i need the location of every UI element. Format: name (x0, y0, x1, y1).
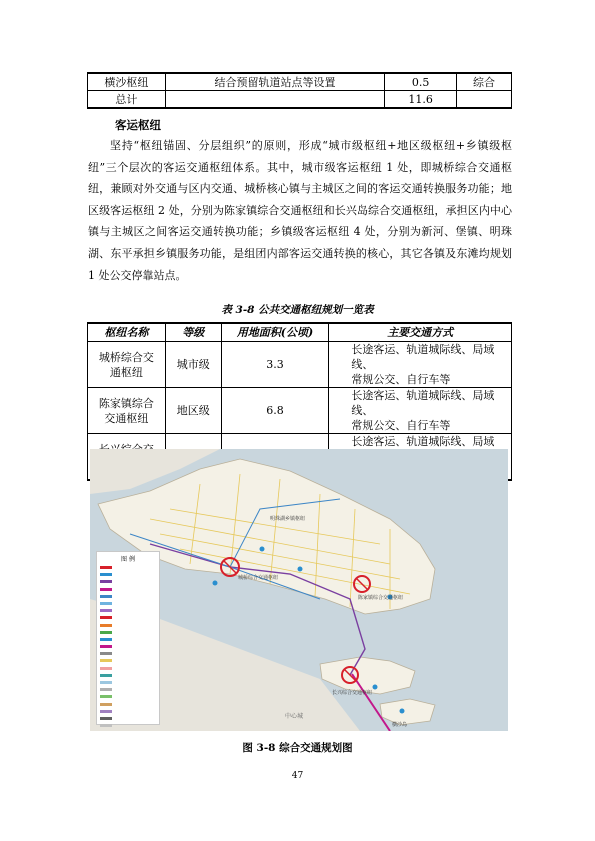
legend-swatch (100, 579, 159, 586)
legend-swatch (100, 637, 159, 644)
cell-name (88, 388, 166, 434)
label-chenjia: 陈家镇综合交通枢纽 (358, 595, 404, 601)
cell-level: 城市级 (165, 342, 221, 388)
cell-area: 6.8 (221, 388, 329, 434)
legend-swatch (100, 601, 159, 608)
legend-swatch (100, 644, 159, 651)
cell-name: 总计 (88, 91, 166, 109)
label-center: 中心城 (285, 713, 304, 720)
table-row-total (88, 91, 512, 109)
cell-name (88, 342, 166, 388)
legend-swatch (100, 587, 159, 594)
legend-swatch (100, 687, 159, 694)
header-level: 等级 (165, 323, 221, 342)
legend-swatch (100, 572, 159, 579)
legend-swatch (100, 630, 159, 637)
table-row (88, 342, 512, 388)
legend-swatches (100, 565, 159, 730)
table-caption: 表 3-8 公共交通枢纽规划一览表 (221, 304, 374, 316)
figure-caption: 图 3-8 综合交通规划图 (242, 742, 353, 754)
cell-desc (165, 91, 384, 109)
map-legend (96, 551, 160, 725)
legend-swatch (100, 694, 159, 701)
legend-swatch (100, 608, 159, 615)
continued-table (87, 72, 512, 109)
label-hengsha: 横沙岛 (392, 722, 408, 728)
legend-swatch (100, 623, 159, 630)
label-chengqiao: 城桥综合交通枢纽 (238, 575, 279, 581)
label-mingzhu: 明珠湖乡镇枢纽 (270, 516, 306, 522)
section-title: 客运枢纽 (115, 118, 161, 132)
page-number: 47 (291, 771, 304, 781)
transport-plan-map (90, 449, 508, 731)
legend-title: 图 例 (121, 556, 135, 563)
table-row (88, 73, 512, 91)
body-paragraph: 坚持“枢纽锚固、分层组织”的原则，形成“城市级枢纽+地区级枢纽+乡镇级枢纽”三个层次的客运交通枢纽体系。其中，城市级客运枢纽 1 处，即城桥综合交通枢纽，兼顾对外交通与区内交通、城桥核心镇与主城区之间的客运交通转换服务功能；地区级客运枢纽 2 处，分别为陈家镇综合交通枢纽和长兴岛综合交通枢纽，承担区内中心镇与主城区之间客运交通转换功能；乡镇级客运枢纽 4 处，分别为新河、堡镇、明珠湖、东平承担乡镇服务功能，是组团内部客运交通转换的核心，其它各镇及东滩均规划 1 处公交停靠站点。 (88, 139, 512, 282)
legend-swatch (100, 709, 159, 716)
legend-swatch (100, 716, 159, 723)
legend-swatch (100, 565, 159, 572)
cell-desc: 结合预留轨道站点等设置 (165, 73, 384, 91)
cell-name: 横沙枢纽 (88, 73, 166, 91)
legend-swatch (100, 658, 159, 665)
header-area: 用地面积(公顷) (221, 323, 329, 342)
cell-name-line: 交通枢纽 (104, 411, 149, 425)
cell-modes (329, 388, 512, 434)
cell-modes-line: 常规公交、自行车等 (351, 373, 451, 386)
legend-swatch (100, 615, 159, 622)
header-modes: 主要交通方式 (329, 323, 512, 342)
cell-modes-line: 长途客运、轨道城际线、局域 (351, 435, 495, 448)
label-changxing: 长兴综合交通枢纽 (332, 690, 373, 696)
legend-swatch (100, 666, 159, 673)
cell-name-line: 通枢纽 (109, 365, 143, 379)
header-name: 枢纽名称 (88, 323, 166, 342)
table-header-row (88, 323, 512, 342)
legend-swatch (100, 702, 159, 709)
cell-level: 地区级 (165, 388, 221, 434)
legend-swatch (100, 680, 159, 687)
legend-swatch (100, 723, 159, 730)
cell-name-line: 陈家镇综合 (98, 396, 154, 410)
legend-swatch (100, 651, 159, 658)
cell-area: 11.6 (385, 91, 457, 109)
cell-modes (329, 342, 512, 388)
cell-name-line: 城桥综合交 (98, 350, 154, 364)
cell-area: 3.3 (221, 342, 329, 388)
cell-modes-line: 长途客运、轨道城际线、局域线、 (351, 389, 495, 417)
cell-type: 综合 (457, 73, 512, 91)
legend-swatch (100, 673, 159, 680)
cell-area: 0.5 (385, 73, 457, 91)
cell-modes-line: 长途客运、轨道城际线、局域线、 (351, 343, 495, 371)
cell-modes-line: 常规公交、自行车等 (351, 419, 451, 432)
cell-type (457, 91, 512, 109)
legend-swatch (100, 594, 159, 601)
table-row (88, 388, 512, 434)
